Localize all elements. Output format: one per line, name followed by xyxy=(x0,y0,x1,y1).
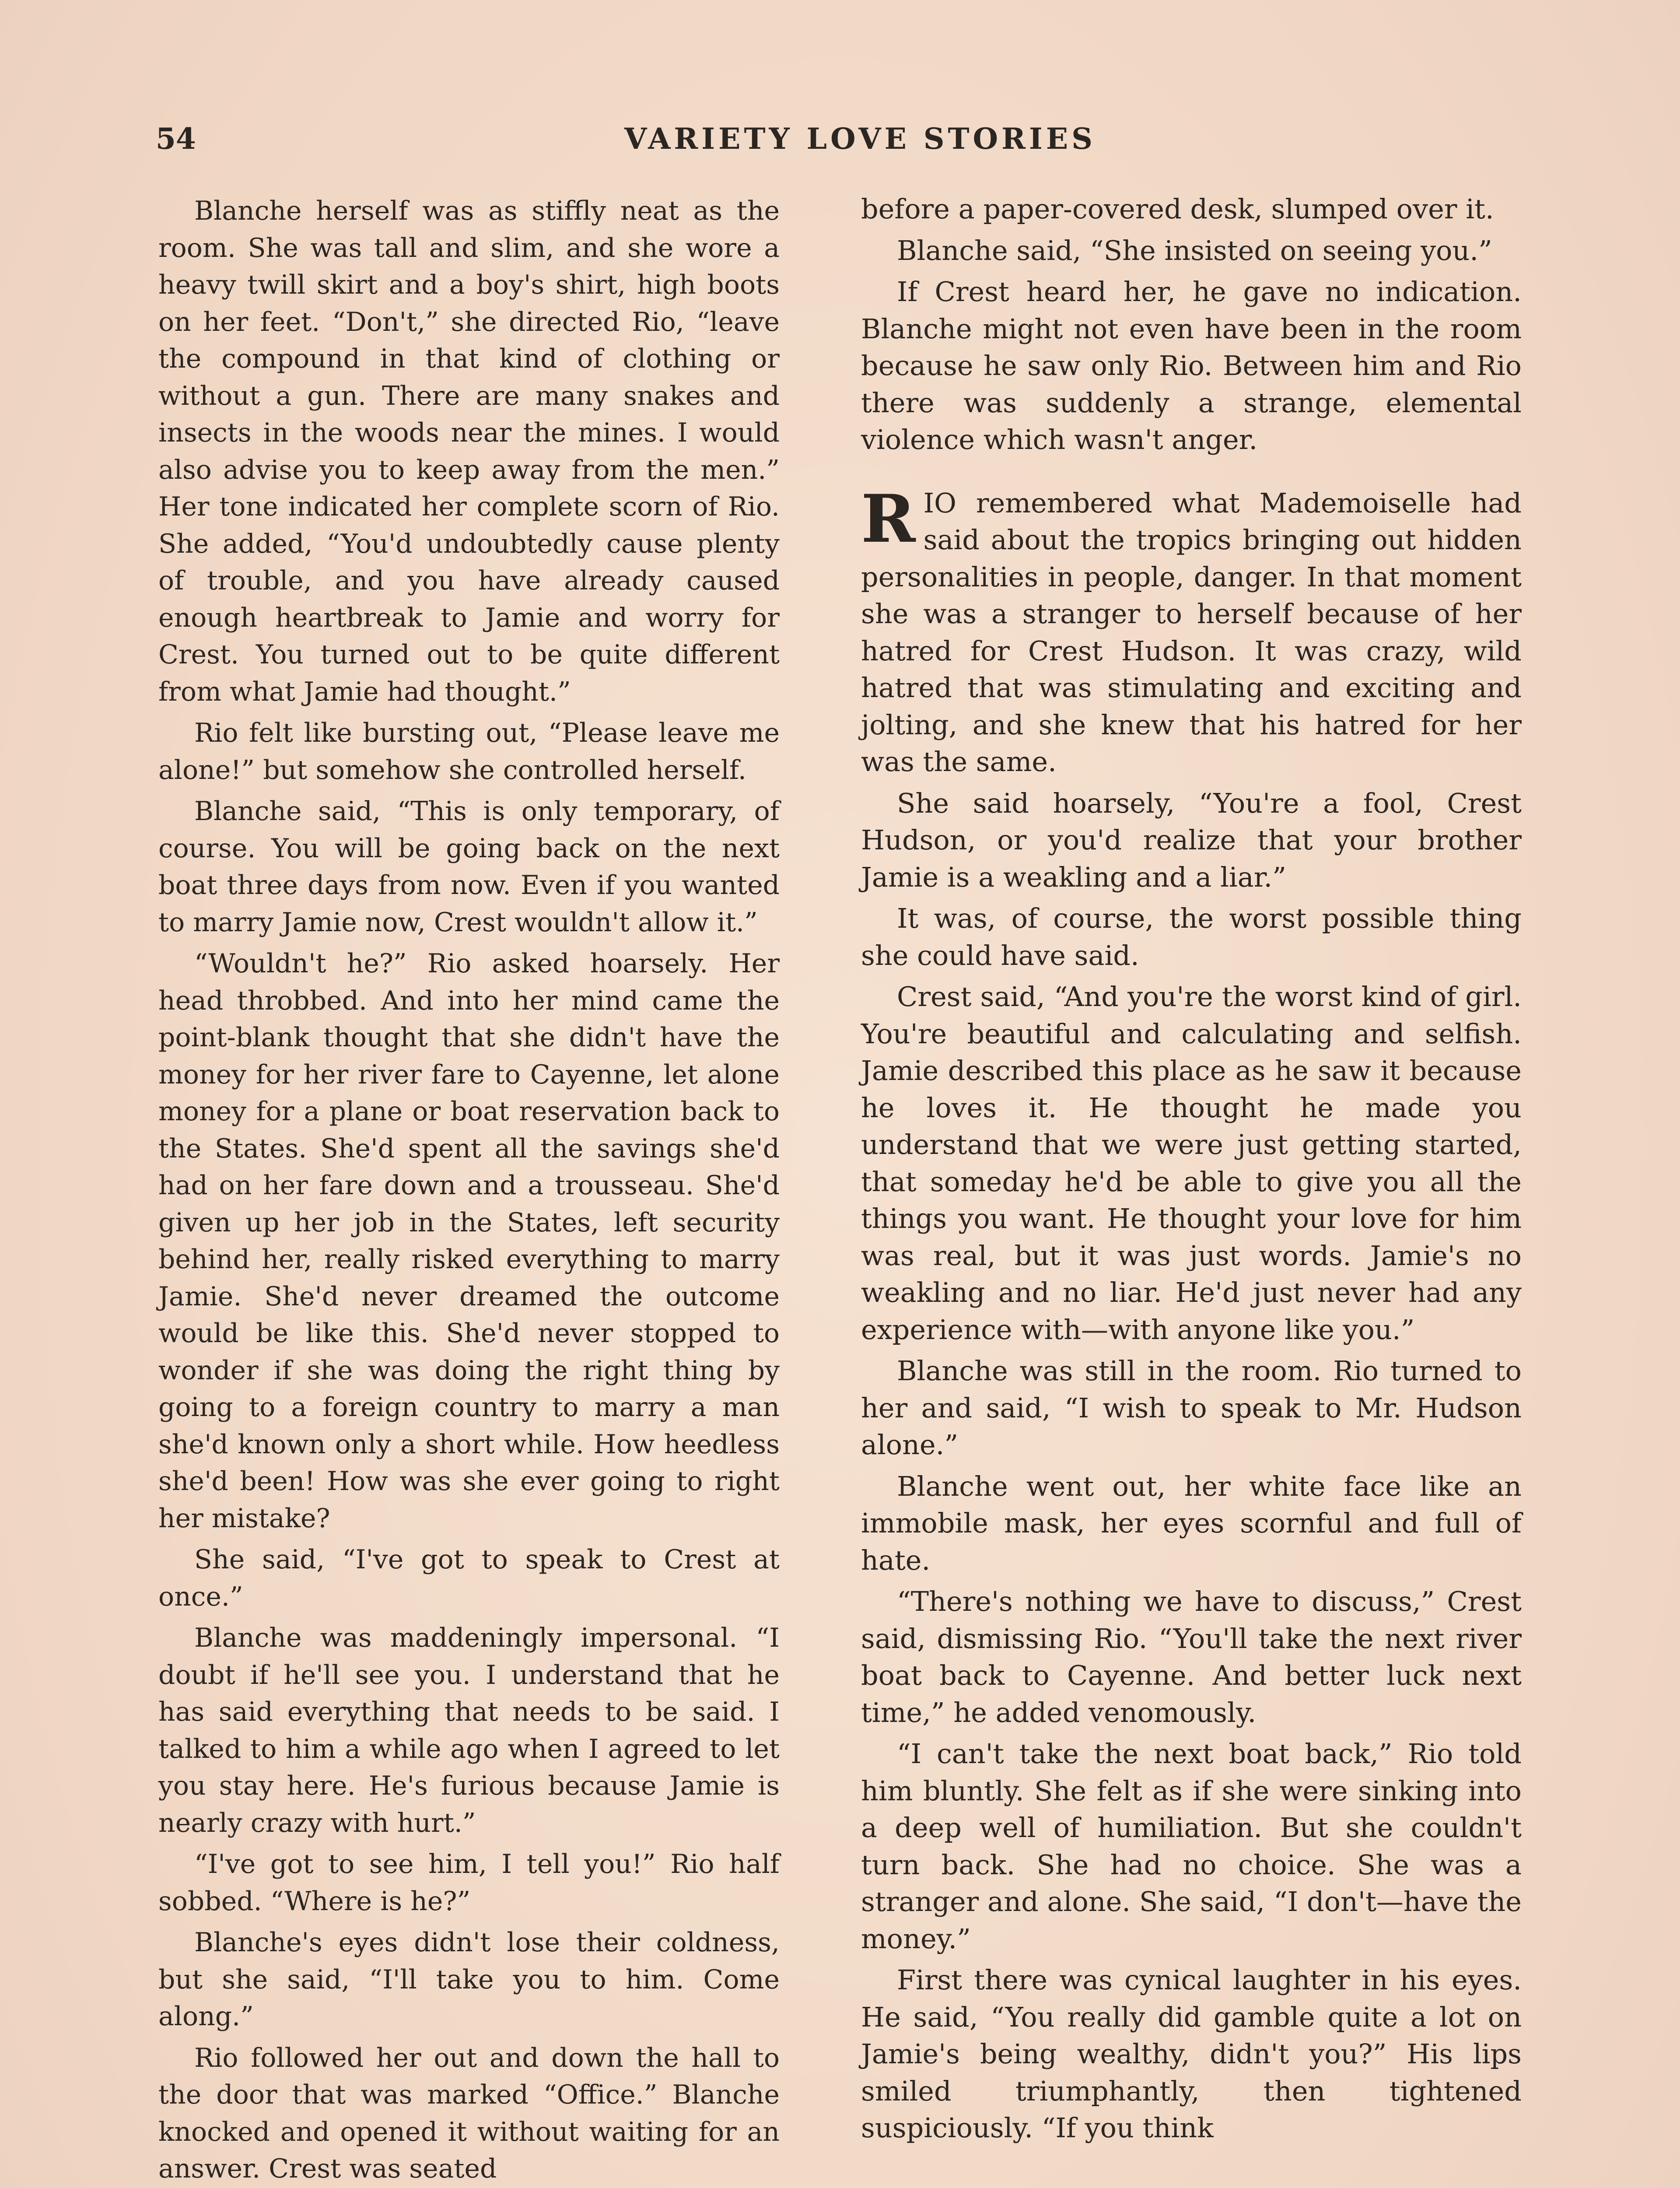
paragraph: Blanche's eyes didn't lose their coldness, but she said, “I'll take you to him. Come along.” xyxy=(158,1927,780,2032)
paragraph: Blanche said, “She insisted on seeing you.” xyxy=(897,234,1492,266)
paragraph: Blanche was still in the room. Rio turned to her and said, “I wish to speak to Mr. Hudson alone.” xyxy=(861,1355,1522,1461)
section-first-text: IO remembered what Mademoiselle had said about the tropics bringing out hidden personalities in people, danger. In that moment she was a stranger to herself because of her hatred for Crest Hudson. It was crazy, wild hatred that was stimulating and exciting and jolting, and she knew that his hatred for her was the same. xyxy=(861,487,1522,778)
paragraph: “Wouldn't he?” Rio asked hoarsely. Her head throbbed. And into her mind came the point-blank thought that she didn't have the money for her river fare to Cayenne, let alone money for a plane or boat reservation back to the States. She'd spent all the savings she'd had on her fare down and a trousseau. She'd given up her job in the States, left security behind her, really risked everything to marry Jamie. She'd never dreamed the outcome would be like this. She'd never stopped to wonder if she was doing the right thing by going to a foreign country to marry a man she'd known only a short while. How heedless she'd been! How was she ever going to right her mistake? xyxy=(158,948,780,1534)
page-header xyxy=(156,122,1530,174)
page-number: 54 xyxy=(156,122,196,156)
paragraph: Crest said, “And you're the worst kind of girl. You're beautiful and calculating and selfish. Jamie described this place as he saw it because he loves it. He thought he made you understand that we were just getting started, that someday he'd be able to give you all the things you want. He thought your love for him was real, but it was just words. Jamie's no weakling and no liar. He'd just never had any experience with—with anyone like you.” xyxy=(861,981,1522,1346)
paragraph: Rio followed her out and down the hall to the door that was marked “Office.” Blanche knocked and opened it without waiting for an answer. Crest was seated xyxy=(158,2042,780,2184)
running-title: VARIETY LOVE STORIES xyxy=(624,122,1096,156)
section-opening-paragraph xyxy=(861,480,1522,781)
right-column xyxy=(861,191,1522,2147)
paragraph: Blanche said, “This is only temporary, of course. You will be going back on the next boat three days from now. Even if you wanted to marry Jamie now, Crest wouldn't allow it.” xyxy=(158,796,780,938)
paragraph: “There's nothing we have to discuss,” Crest said, dismissing Rio. “You'll take the next river boat back to Cayenne. And better luck next time,” he added venomously. xyxy=(861,1585,1522,1729)
paragraph: Rio felt like bursting out, “Please leave me alone!” but somehow she controlled herself. xyxy=(158,718,780,785)
paragraph: before a paper-covered desk, slumped over it. xyxy=(861,193,1494,225)
paragraph: “I've got to see him, I tell you!” Rio half sobbed. “Where is he?” xyxy=(158,1849,780,1917)
paragraph: If Crest heard her, he gave no indication. Blanche might not even have been in the room because he saw only Rio. Between him and Rio there was suddenly a strange, elemental violence which wasn't anger. xyxy=(861,276,1522,456)
paragraph: Blanche herself was as stiffly neat as the room. She was tall and slim, and she wore a heavy twill skirt and a boy's shirt, high boots on her feet. “Don't,” she directed Rio, “leave the compound in that kind of clothing or without a gun. There are many snakes and insects in the woods near the mines. I would also advise you to keep away from the men.” Her tone indicated her complete scorn of Rio. She added, “You'd undoubtedly cause plenty of trouble, and you have already caused enough heartbreak to Jamie and worry for Crest. You turned out to be quite different from what Jamie had thought.” xyxy=(158,196,780,707)
paragraph: First there was cynical laughter in his eyes. He said, “You really did gamble quite a lot on Jamie's being wealthy, didn't you?” His lips smiled triumphantly, then tightened suspiciously. “If you think xyxy=(861,1964,1522,2144)
paragraph: It was, of course, the worst possible thing she could have said. xyxy=(861,902,1522,971)
paragraph: She said hoarsely, “You're a fool, Crest Hudson, or you'd realize that your brother Jamie is a weakling and a liar.” xyxy=(861,787,1522,893)
left-column xyxy=(158,193,780,2188)
paragraph: She said, “I've got to speak to Crest at once.” xyxy=(158,1544,780,1612)
paragraph: “I can't take the next boat back,” Rio told him bluntly. She felt as if she were sinking into a deep well of humiliation. But she couldn't turn back. She had no choice. She was a stranger and alone. She said, “I don't—have the money.” xyxy=(861,1738,1522,1955)
paragraph: Blanche went out, her white face like an immobile mask, her eyes scornful and full of hate. xyxy=(861,1470,1522,1576)
paragraph: Blanche was maddeningly impersonal. “I doubt if he'll see you. I understand that he has said everything that needs to be said. I talked to him a while ago when I agreed to let you stay here. He's furious because Jamie is nearly crazy with hurt.” xyxy=(158,1623,780,1838)
drop-cap: R xyxy=(861,480,916,558)
